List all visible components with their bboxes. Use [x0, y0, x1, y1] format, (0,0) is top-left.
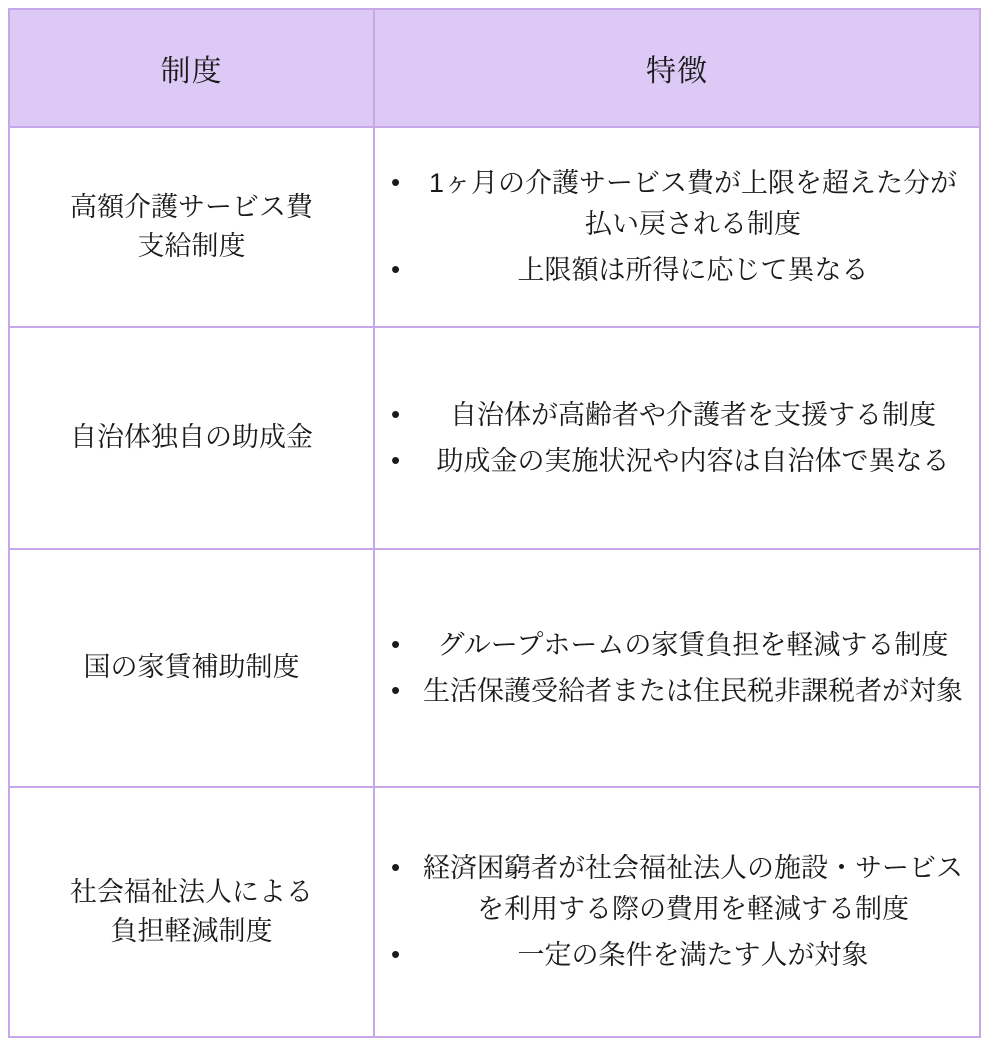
system-name-cell — [9, 327, 374, 549]
table-row — [9, 787, 980, 1037]
table-header — [9, 9, 980, 127]
system-name-cell — [9, 549, 374, 787]
list-item: • グループホームの家賃負担を軽減する制度 — [387, 625, 967, 666]
table-row — [9, 549, 980, 787]
feature-list — [387, 163, 967, 291]
list-item: • 助成金の実施状況や内容は自治体で異なる — [387, 441, 967, 482]
table-row — [9, 127, 980, 327]
list-item: • 経済困窮者が社会福祉法人の施設・サービスを利用する際の費用を軽減する制度 — [387, 848, 967, 929]
list-item: • 1ヶ月の介護サービス費が上限を超えた分が払い戻される制度 — [387, 163, 967, 244]
feature-cell — [374, 327, 980, 549]
system-name-cell — [9, 787, 374, 1037]
system-name-line: 自治体独自の助成金 — [70, 422, 313, 453]
column-header-system: 制度 — [9, 9, 374, 127]
system-name-line: 負担軽減制度 — [110, 916, 273, 946]
list-item: • 上限額は所得に応じて異なる — [387, 250, 967, 291]
table-row — [9, 327, 980, 549]
system-name-line: 社会福祉法人による — [70, 876, 313, 907]
feature-list — [387, 625, 967, 712]
header-row — [9, 9, 980, 127]
table-body — [9, 127, 980, 1037]
system-name-cell — [9, 127, 374, 327]
list-item: • 生活保護受給者または住民税非課税者が対象 — [387, 671, 967, 712]
list-item: • 一定の条件を満たす人が対象 — [387, 935, 967, 976]
support-systems-table — [8, 8, 981, 1038]
feature-cell — [374, 787, 980, 1037]
feature-list — [387, 395, 967, 482]
system-name-line: 国の家賃補助制度 — [83, 652, 300, 683]
column-header-feature: 特徴 — [374, 9, 980, 127]
feature-cell — [374, 549, 980, 787]
system-name-line: 高額介護サービス費 — [70, 191, 313, 222]
system-name-line: 支給制度 — [137, 231, 246, 261]
feature-list — [387, 848, 967, 976]
feature-cell — [374, 127, 980, 327]
list-item: • 自治体が高齢者や介護者を支援する制度 — [387, 395, 967, 436]
